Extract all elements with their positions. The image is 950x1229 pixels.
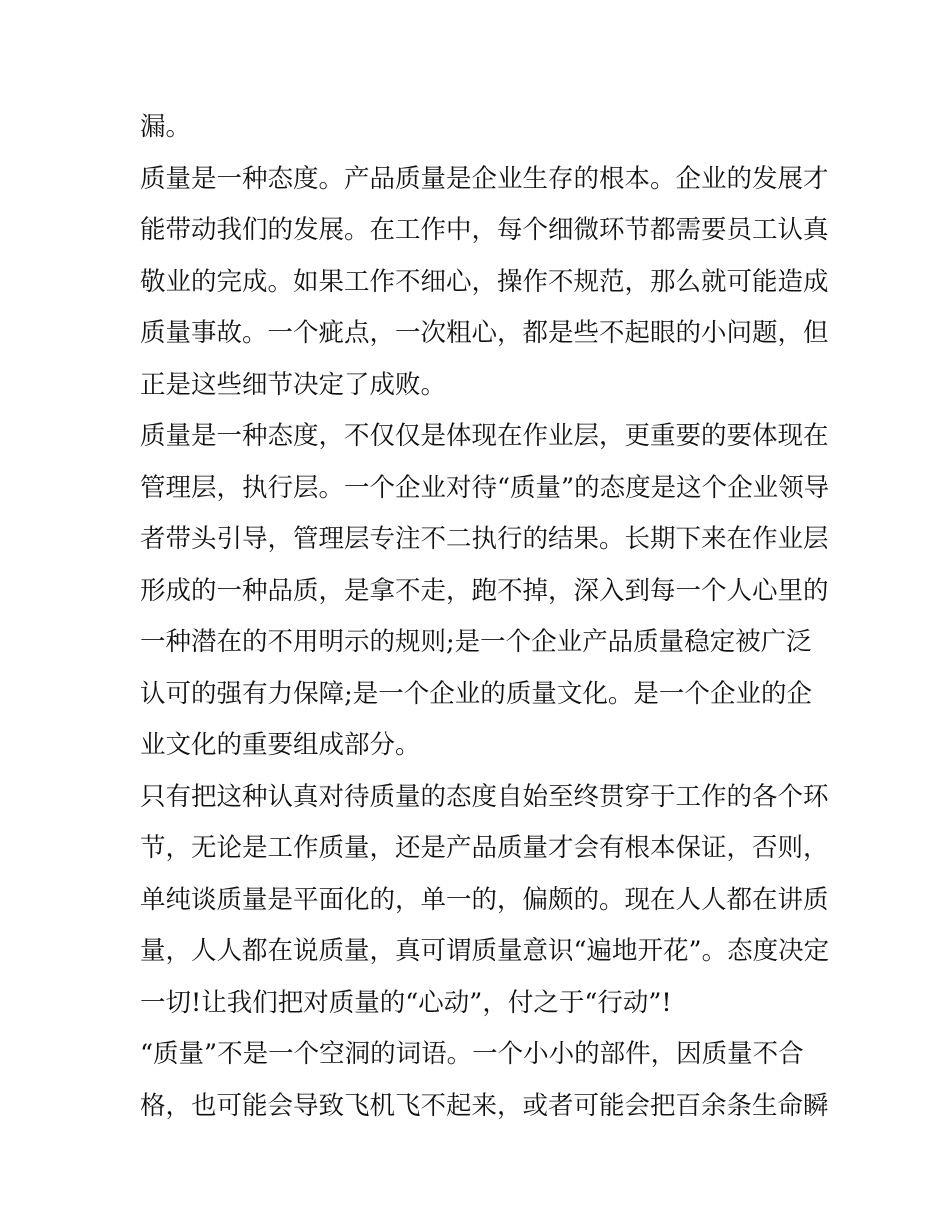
- text-line: 一种潜在的不用明示的规则;是一个企业产品质量稳定被广泛: [140, 627, 812, 657]
- text-line: “质量”不是一个空洞的词语。一个小小的部件，因质量不合: [140, 1039, 804, 1069]
- text-line: 节，无论是工作质量，还是产品质量才会有根本保证，否则，: [140, 833, 829, 863]
- text-line: 格，也可能会导致飞机飞不起来，或者可能会把百余条生命瞬: [140, 1090, 829, 1121]
- text-line: 一切!让我们把对质量的“心动”，付之于“行动”!: [140, 987, 672, 1018]
- text-line: 漏。: [140, 112, 192, 142]
- text-line: 认可的强有力保障;是一个企业的质量文化。是一个企业的企: [140, 678, 812, 709]
- text-line: 正是这些细节决定了成败。: [140, 369, 447, 400]
- text-line: 单纯谈质量是平面化的，单一的，偏颇的。现在人人都在讲质: [140, 884, 829, 915]
- text-line: 质量事故。一个疵点，一次粗心，都是些不起眼的小问题，但: [140, 318, 829, 348]
- text-line: 敬业的完成。如果工作不细心，操作不规范，那么就可能造成: [140, 266, 829, 297]
- text-line: 量，人人都在说质量，真可谓质量意识“遍地开花”。态度决定: [140, 936, 830, 966]
- text-line: 质量是一种态度，不仅仅是体现在作业层，更重要的要体现在: [140, 421, 829, 451]
- text-line: 质量是一种态度。产品质量是企业生存的根本。企业的发展才: [140, 163, 829, 194]
- text-line: 者带头引导，管理层专注不二执行的结果。长期下来在作业层: [140, 524, 829, 554]
- text-line: 形成的一种品质，是拿不走，跑不掉，深入到每一个人心里的: [140, 575, 829, 606]
- text-line: 能带动我们的发展。在工作中，每个细微环节都需要员工认真: [140, 215, 829, 245]
- text-line: 管理层，执行层。一个企业对待“质量”的态度是这个企业领导: [140, 472, 830, 503]
- text-line: 只有把这种认真对待质量的态度自始至终贯穿于工作的各个环: [140, 781, 829, 812]
- document-body: [140, 102, 830, 1132]
- text-line: 业文化的重要组成部分。: [140, 730, 421, 760]
